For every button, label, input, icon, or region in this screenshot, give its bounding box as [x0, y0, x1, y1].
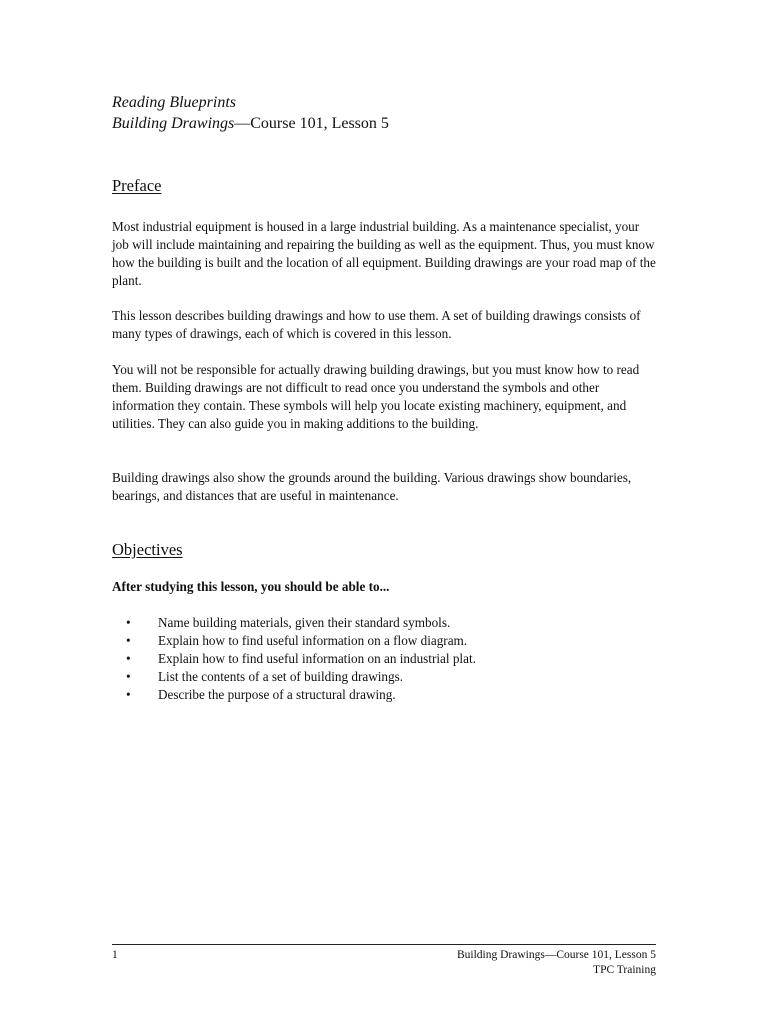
footer-course-line: Building Drawings—Course 101, Lesson 5 — [456, 949, 656, 961]
objective-text: Name building materials, given their standard symbols. — [158, 615, 451, 630]
objective-text: Explain how to find useful information on a flow diagram. — [158, 633, 468, 648]
preface-paragraph: You will not be responsible for actually drawing building drawings, but you must know how to read them. Building drawings are not difficult to read once you understand the symbols and other information they contain. These symbols will help you locate existing machinery, equipment, and utilities. They can also guide you in making additions to the building. — [112, 362, 640, 431]
document-page — [112, 0, 656, 1024]
objective-text: Explain how to find useful information on an industrial plat. — [158, 651, 476, 666]
preface-paragraph: Most industrial equipment is housed in a large industrial building. As a maintenance specialist, your job will include maintaining and repairing the building as well as the equipment. Thus, you must know how the building is built and the location of all equipment. Building drawings are your road map of the plant. — [112, 219, 656, 288]
objective-item — [112, 632, 476, 650]
footer-page-number: 1 — [112, 949, 118, 961]
subtitle-course-number: —Course 101, Lesson 5 — [234, 115, 389, 132]
footer-info — [457, 948, 656, 978]
preface-paragraph: Building drawings also show the grounds around the building. Various drawings show boundaries, bearings, and distances that are useful in maintenance. — [112, 470, 632, 503]
objective-item — [112, 614, 476, 632]
preface-paragraph: This lesson describes building drawings and how to use them. A set of building drawings consists of many types of drawings, each of which is covered in this lesson. — [112, 308, 641, 341]
objective-item — [112, 686, 476, 704]
subtitle-lesson-name: Building Drawings — [112, 115, 235, 132]
document-title-block — [112, 92, 389, 134]
objectives-lead-in: After studying this lesson, you should be able to... — [112, 579, 390, 594]
bullet-icon: • — [126, 651, 131, 666]
objective-item — [112, 650, 476, 668]
objectives-heading: Objectives — [112, 540, 183, 559]
objective-item — [112, 668, 476, 686]
bullet-icon: • — [126, 669, 131, 684]
objectives-list — [112, 614, 476, 704]
footer-divider — [112, 944, 656, 945]
bullet-icon: • — [126, 687, 131, 702]
objective-text: List the contents of a set of building drawings. — [158, 669, 404, 684]
bullet-icon: • — [126, 633, 131, 648]
objective-text: Describe the purpose of a structural drawing. — [158, 687, 396, 702]
document-title: Reading Blueprints — [112, 94, 236, 111]
footer-publisher: TPC Training — [593, 964, 656, 976]
bullet-icon: • — [126, 615, 131, 630]
document-subtitle — [112, 113, 389, 134]
preface-heading: Preface — [112, 176, 162, 195]
